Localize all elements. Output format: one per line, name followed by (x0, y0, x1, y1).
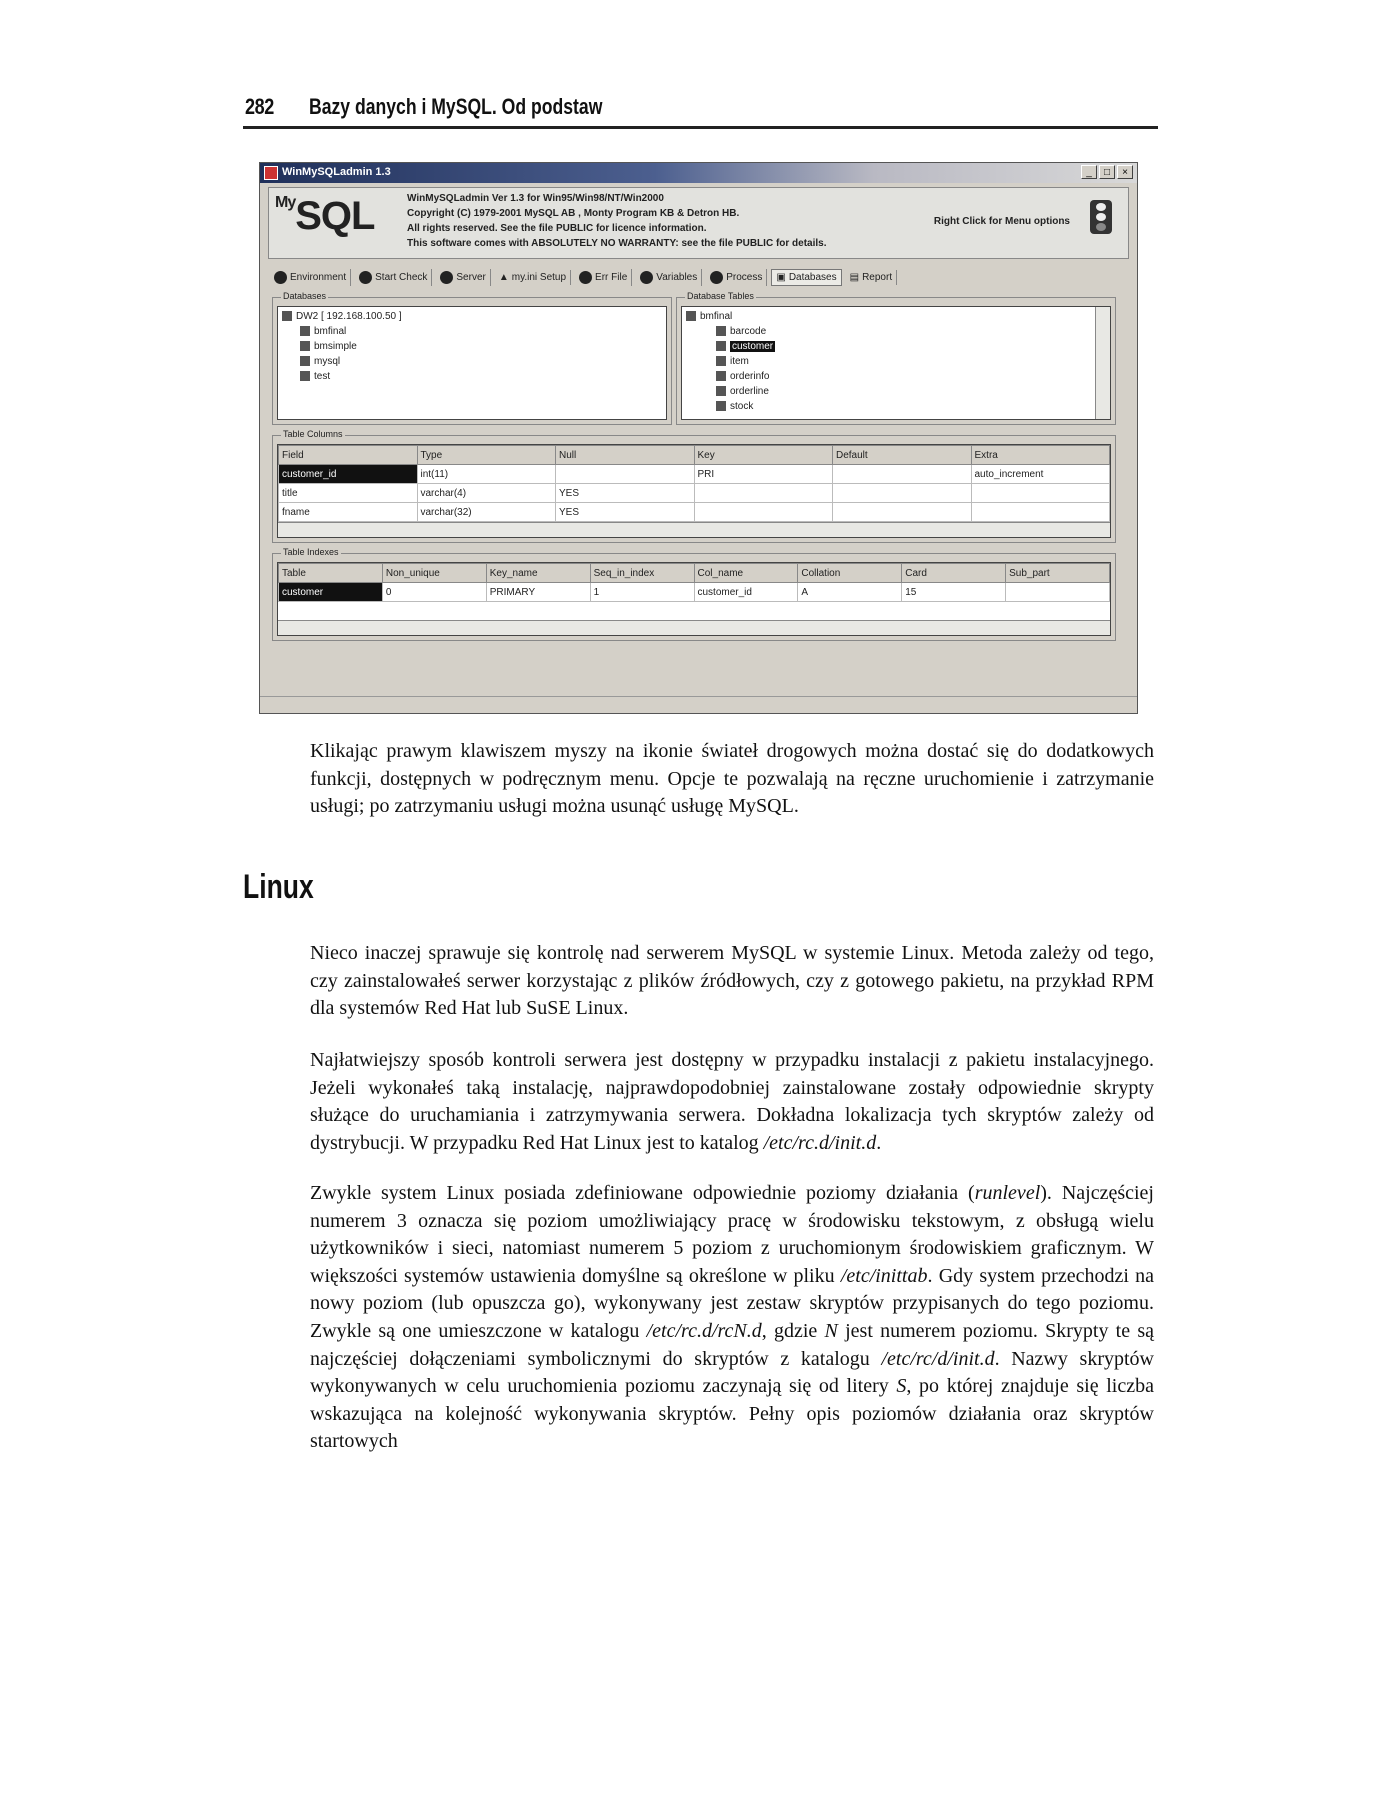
cell: title (279, 484, 418, 503)
table-icon (716, 356, 726, 366)
horizontal-scrollbar[interactable] (278, 620, 1110, 635)
column-header[interactable]: Card (902, 564, 1006, 583)
cell (971, 484, 1110, 503)
database-icon (300, 371, 310, 381)
indexes-grid[interactable] (277, 562, 1111, 636)
maximize-icon[interactable]: □ (1099, 165, 1115, 179)
tree-node-database[interactable]: mysql (282, 354, 662, 369)
databases-group (272, 291, 672, 425)
tab-environment[interactable]: Environment (270, 269, 351, 286)
text-run: . (876, 1131, 882, 1154)
table-row[interactable] (279, 484, 1110, 503)
databases-label: Databases (283, 291, 327, 301)
cell: customer_id (694, 583, 798, 602)
tree-node-database[interactable]: bmfinal (686, 309, 1106, 324)
warning-icon: ▲ (498, 271, 509, 283)
paragraph (310, 1180, 1154, 1456)
column-header[interactable]: Key (694, 446, 833, 465)
tree-node-database[interactable]: test (282, 369, 662, 384)
cell: PRIMARY (486, 583, 590, 602)
tables-tree[interactable] (681, 306, 1111, 420)
cell: PRI (694, 465, 833, 484)
info-icon (440, 271, 453, 284)
info-icon (274, 271, 287, 284)
tab-variables[interactable]: Variables (636, 269, 702, 286)
databases-tree[interactable] (277, 306, 667, 420)
column-header[interactable]: Table (279, 564, 383, 583)
info-icon (640, 271, 653, 284)
tree-node-database[interactable]: bmfinal (282, 324, 662, 339)
tab-process[interactable]: Process (706, 269, 767, 286)
column-header[interactable]: Type (417, 446, 556, 465)
path-text: /etc/rc.d/init.d (763, 1131, 877, 1154)
cell (971, 503, 1110, 522)
paragraph: Klikając prawym klawiszem myszy na ikonie świateł drogowych można dostać się do dodatkowych funkcji, dostępnych w podręcznym menu. Opcje te pozwalają na ręczne uruchomienie i zatrzymanie usługi; po zatrzymaniu usługi można usunąć usługę MySQL. (310, 740, 1154, 818)
cell: YES (556, 503, 695, 522)
cell (1006, 583, 1110, 602)
term-text: runlevel (974, 1182, 1041, 1204)
table-indexes-group (272, 547, 1116, 641)
app-icon (264, 166, 278, 180)
column-header[interactable]: Null (556, 446, 695, 465)
vertical-scrollbar[interactable] (1095, 307, 1110, 419)
tree-node-database[interactable]: bmsimple (282, 339, 662, 354)
minimize-icon[interactable]: _ (1081, 165, 1097, 179)
cell: auto_increment (971, 465, 1110, 484)
text-run: jest numerem poziomu. Skrypty te są najczęściej dołączeniami symbolicznymi do skryptów z katalogu (310, 1319, 1154, 1370)
book-title: Bazy danych i MySQL. Od podstaw (309, 94, 603, 119)
tree-node-table[interactable]: stock (686, 399, 1106, 414)
text-run: ). Najczęściej numerem 3 oznacza się poziom umożliwiający pracę w środowisku tekstowym, z obsługą wielu użytkowników i sieci, natomiast numerem 5 poziom z uruchomionym środowiskiem graficznym. W większości systemów ustawienia domyślne są określone w pliku (310, 1182, 1154, 1287)
cell (694, 484, 833, 503)
tab-err-file[interactable]: Err File (575, 269, 632, 286)
columns-grid[interactable] (277, 444, 1111, 538)
info-icon (579, 271, 592, 284)
table-icon (716, 386, 726, 396)
cell: customer_id (279, 465, 418, 484)
cell: A (798, 583, 902, 602)
database-icon (686, 311, 696, 321)
cell (556, 465, 695, 484)
cell: 15 (902, 583, 1006, 602)
tab-databases[interactable]: ▣ Databases (771, 269, 841, 286)
section-heading: Linux (243, 868, 314, 906)
column-header[interactable]: Seq_in_index (590, 564, 694, 583)
banner-text (407, 191, 827, 251)
banner-line: All rights reserved. See the file PUBLIC for licence information. (407, 223, 707, 234)
cell: 0 (382, 583, 486, 602)
tree-node-table-selected[interactable]: customer (686, 339, 1106, 354)
banner-line: Copyright (C) 1979-2001 MySQL AB , Monty Program KB & Detron HB. (407, 208, 740, 219)
term-text: N (824, 1319, 838, 1342)
table-row[interactable] (279, 465, 1110, 484)
table-icon (716, 401, 726, 411)
close-icon[interactable]: × (1117, 165, 1133, 179)
server-icon (282, 311, 292, 321)
cell: varchar(4) (417, 484, 556, 503)
cell: int(11) (417, 465, 556, 484)
column-header[interactable]: Field (279, 446, 418, 465)
tree-node-table[interactable]: orderline (686, 384, 1106, 399)
page-number: 282 (245, 94, 274, 119)
cell: YES (556, 484, 695, 503)
table-icon (716, 371, 726, 381)
column-header[interactable]: Non_unique (382, 564, 486, 583)
window-title: WinMySQLadmin 1.3 (282, 166, 391, 178)
columns-header-row (279, 446, 1110, 465)
column-header[interactable]: Collation (798, 564, 902, 583)
tree-node-table[interactable]: barcode (686, 324, 1106, 339)
text-run: . Nazwy skryptów wykonywanych w celu uruchomienia poziomu zaczynają się od litery (310, 1347, 1154, 1398)
winmysqladmin-screenshot (259, 162, 1138, 714)
database-icon: ▣ (776, 271, 786, 283)
column-header[interactable]: Col_name (694, 564, 798, 583)
database-icon (300, 326, 310, 336)
cell: varchar(32) (417, 503, 556, 522)
table-row[interactable] (279, 503, 1110, 522)
tab-my-ini-setup[interactable]: ▲ my.ini Setup (495, 270, 571, 285)
info-icon (710, 271, 723, 284)
cell (833, 484, 972, 503)
text-run: , po której znajduje się liczba wskazująca na kolejność wykonywania skryptów. Pełny opis poziomów działania oraz skryptów startowych (310, 1375, 1154, 1453)
tab-server[interactable]: Server (436, 269, 490, 286)
status-bar (260, 696, 1137, 713)
table-row[interactable] (279, 583, 1110, 602)
column-header[interactable]: Key_name (486, 564, 590, 583)
paragraph: Nieco inaczej sprawuje się kontrolę nad serwerem MySQL w systemie Linux. Metoda zależy od tego, czy zainstalowałeś serwer korzystając z plików źródłowych, czy z gotowego pakietu, na przykład RPM dla systemów Red Hat lub SuSE Linux. (310, 942, 1154, 1020)
banner-line: WinMySQLadmin Ver 1.3 for Win95/Win98/NT/Win2000 (407, 193, 664, 204)
database-tables-group (676, 291, 1116, 425)
tree-node-table[interactable]: orderinfo (686, 369, 1106, 384)
banner-line: This software comes with ABSOLUTELY NO WARRANTY: see the file PUBLIC for details. (407, 238, 827, 249)
window-titlebar (260, 163, 1137, 183)
text-run: , gdzie (761, 1319, 825, 1342)
info-icon (359, 271, 372, 284)
path-text: /etc/rc.d/rcN.d (646, 1319, 762, 1342)
path-text: /etc/rc/d/init.d (881, 1347, 995, 1370)
horizontal-scrollbar[interactable] (278, 522, 1110, 537)
table-icon (716, 326, 726, 336)
menu-hint: Right Click for Menu options (933, 216, 1070, 227)
table-indexes-label: Table Indexes (283, 547, 339, 557)
cell: 1 (590, 583, 694, 602)
traffic-light-icon[interactable] (1090, 200, 1112, 234)
path-text: /etc/inittab (840, 1264, 928, 1287)
cell (694, 503, 833, 522)
column-header[interactable]: Sub_part (1006, 564, 1110, 583)
text-run: Zwykle system Linux posiada zdefiniowane odpowiednie poziomy działania ( (310, 1182, 975, 1204)
paragraph (310, 1047, 1154, 1157)
table-icon (716, 341, 726, 351)
cell: customer (279, 583, 383, 602)
table-columns-group (272, 429, 1116, 543)
tab-bar (270, 266, 1127, 288)
table-columns-label: Table Columns (283, 429, 343, 439)
database-icon (300, 356, 310, 366)
about-banner (268, 187, 1129, 259)
term-text: S (896, 1375, 907, 1398)
text-run: Najłatwiejszy sposób kontroli serwera jest dostępny w przypadku instalacji z pakietu instalacyjnego. Jeżeli wykonałeś taką instalację, najprawdopodobniej zainstalowane zostały odpowiednie skrypty służące do uruchamiania i zatrzymywania serwera. Dokładna lokalizacja tych skryptów zależy od dystrybucji. W przypadku Red Hat Linux jest to katalog (310, 1049, 1154, 1154)
tree-node-table[interactable]: item (686, 354, 1106, 369)
cell (833, 465, 972, 484)
text-run: . Gdy system przechodzi na nowy poziom (lub opuszcza go), wykonywany jest zestaw skryptów przypisanych do tego poziomu. Zwykle są one umieszczone w katalogu (310, 1264, 1154, 1342)
database-icon (300, 341, 310, 351)
running-header (243, 92, 1158, 129)
report-icon: ▤ (849, 271, 860, 283)
mysql-logo: $^{My}$SQL (275, 194, 375, 238)
cell: fname (279, 503, 418, 522)
column-header[interactable]: Default (833, 446, 972, 465)
database-tables-label: Database Tables (687, 291, 754, 301)
cell (833, 503, 972, 522)
tree-node-server[interactable]: DW2 [ 192.168.100.50 ] (282, 309, 662, 324)
window-controls (1081, 165, 1133, 179)
tab-report[interactable]: ▤ Report (846, 270, 897, 285)
indexes-header-row (279, 564, 1110, 583)
tab-start-check[interactable]: Start Check (355, 269, 432, 286)
column-header[interactable]: Extra (971, 446, 1110, 465)
